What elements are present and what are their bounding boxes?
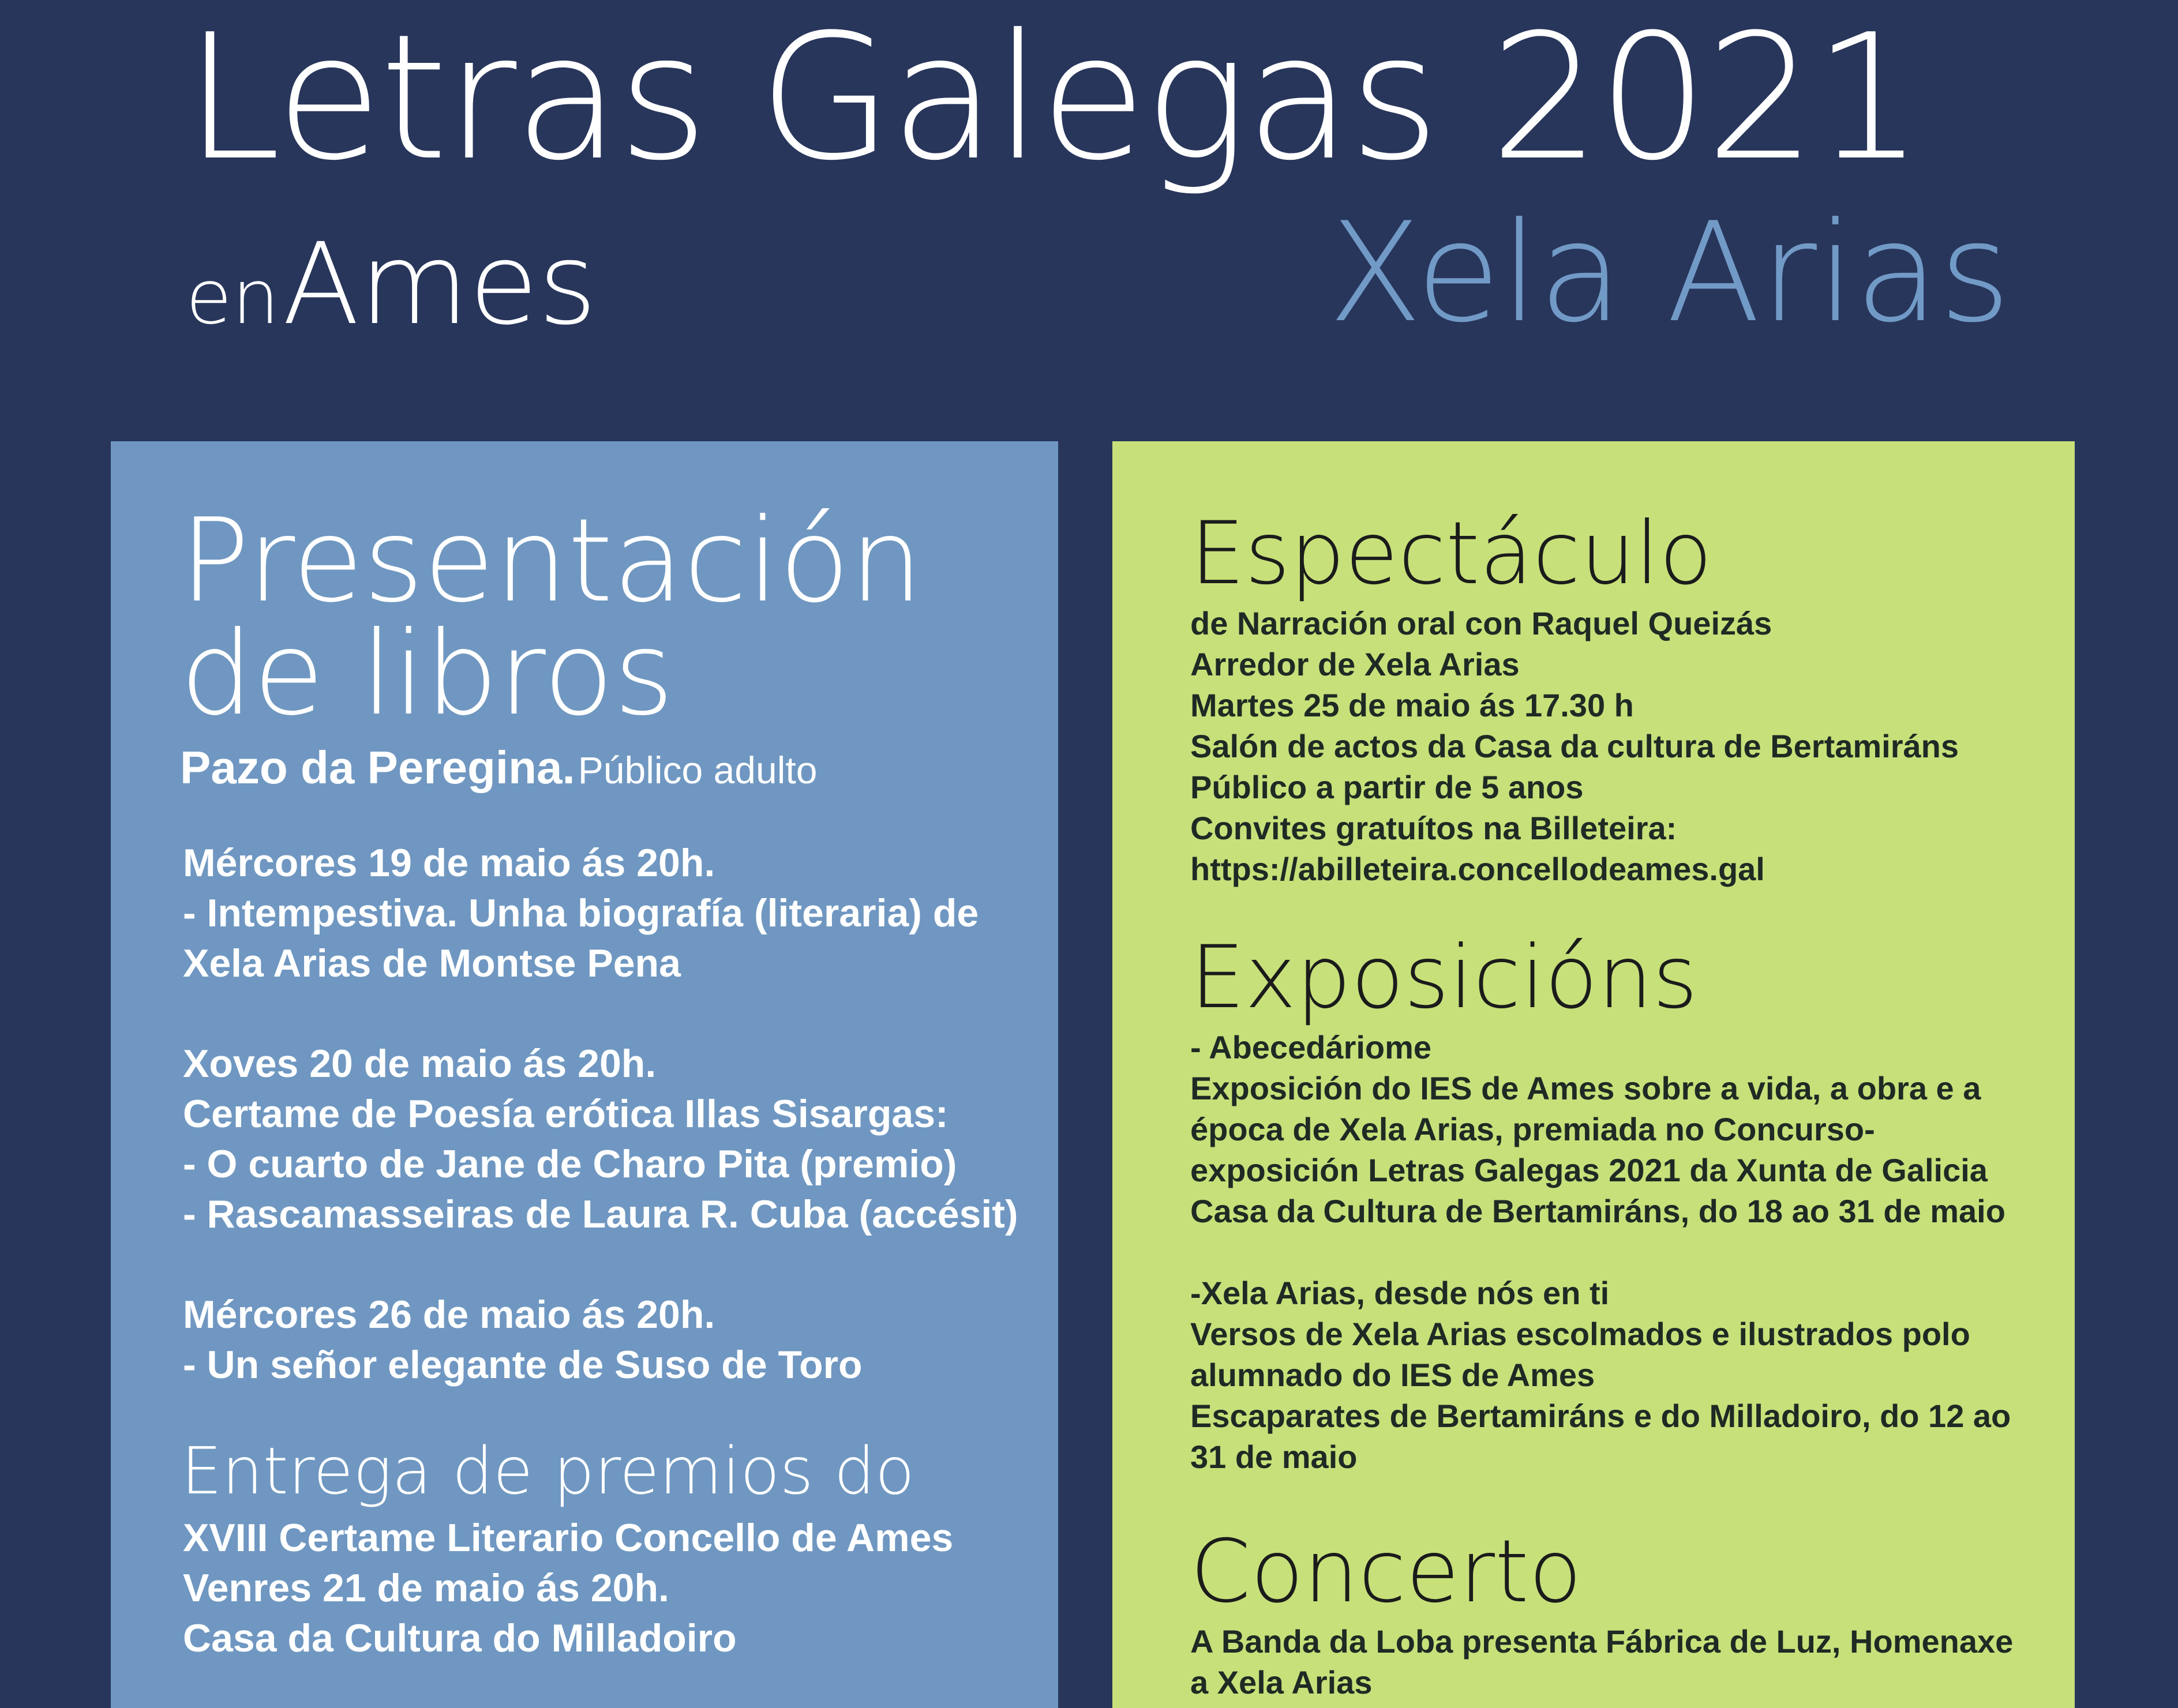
- awards-heading: Entrega de premios do: [181, 1434, 915, 1509]
- presentation-list: [183, 838, 1048, 1440]
- presentation-event: Mércores 26 de maio ás 20h. - Un señor elegante de Suso de Toro: [183, 1293, 863, 1387]
- exhibitions-section: [1190, 928, 2056, 1477]
- awards-details: XVIII Certame Literario Concello de Ames Venres 21 de maio ás 20h. Casa da Cultura do Milladoiro: [183, 1516, 954, 1660]
- heading-line-2: de libros: [180, 607, 674, 741]
- presentation-event: Mércores 19 de maio ás 20h. - Intempestiva. Unha biografía (literaria) de Xela Arias de Montse Pena: [183, 841, 979, 985]
- presentation-event: Xoves 20 de maio ás 20h. Certame de Poesía erótica Illas Sisargas: - O cuarto de Jane de Charo Pita (premio) - Rascamasseiras de Laura R. Cuba (accésit): [183, 1042, 1018, 1236]
- exhibition-item: -Xela Arias, desde nós en ti Versos de Xela Arias escolmados e ilustrados polo alumnado do IES de Ames Escaparates de Bertamiráns e do Milladoiro, do 12 ao 31 de maio: [1190, 1275, 2011, 1475]
- show-section: [1190, 504, 2056, 889]
- heading-line-1: Presentación: [180, 494, 923, 628]
- show-details: de Narración oral con Raquel Queizás Arredor de Xela Arias Martes 25 de maio ás 17.30 h Salón de actos da Casa da cultura de Bertamiráns Público a partir de 5 anos Convites gratuítos na Billeteira: https://abilleteira.concellodeames.gal: [1190, 605, 1959, 887]
- concert-section: [1190, 1522, 2056, 1703]
- presentations-heading: [180, 494, 923, 741]
- book-presentations-panel: [111, 441, 1058, 1708]
- concert-heading: Concerto: [1190, 1522, 1582, 1622]
- exhibition-item: - Abecedáriome Exposición do IES de Ames sobre a vida, a obra e a época de Xela Arias, premiada no Concurso- exposición Letras Galegas 2021 da Xunta de Galicia Casa da Cultura de Bertamiráns, do 18 ao 31 de maio: [1190, 1029, 2005, 1229]
- events-panel: [1112, 441, 2075, 1708]
- venue-line: [180, 741, 817, 794]
- show-heading: Espectáculo: [1190, 504, 1712, 604]
- subtitle-prefix: en: [186, 253, 280, 341]
- audience-note: Público adulto: [578, 749, 818, 791]
- honoree-name: Xela Arias: [1328, 193, 2011, 353]
- poster-subtitle: [186, 219, 597, 350]
- subtitle-place: Ames: [282, 219, 597, 350]
- spacer: [1190, 1232, 2056, 1272]
- concert-details: A Banda da Loba presenta Fábrica de Luz, Homenaxe a Xela Arias: [1190, 1623, 2014, 1701]
- venue-name: Pazo da Peregina.: [180, 742, 575, 793]
- poster-title: Letras Galegas 2021: [185, 0, 1922, 198]
- exhibitions-heading: Exposicións: [1190, 928, 1698, 1028]
